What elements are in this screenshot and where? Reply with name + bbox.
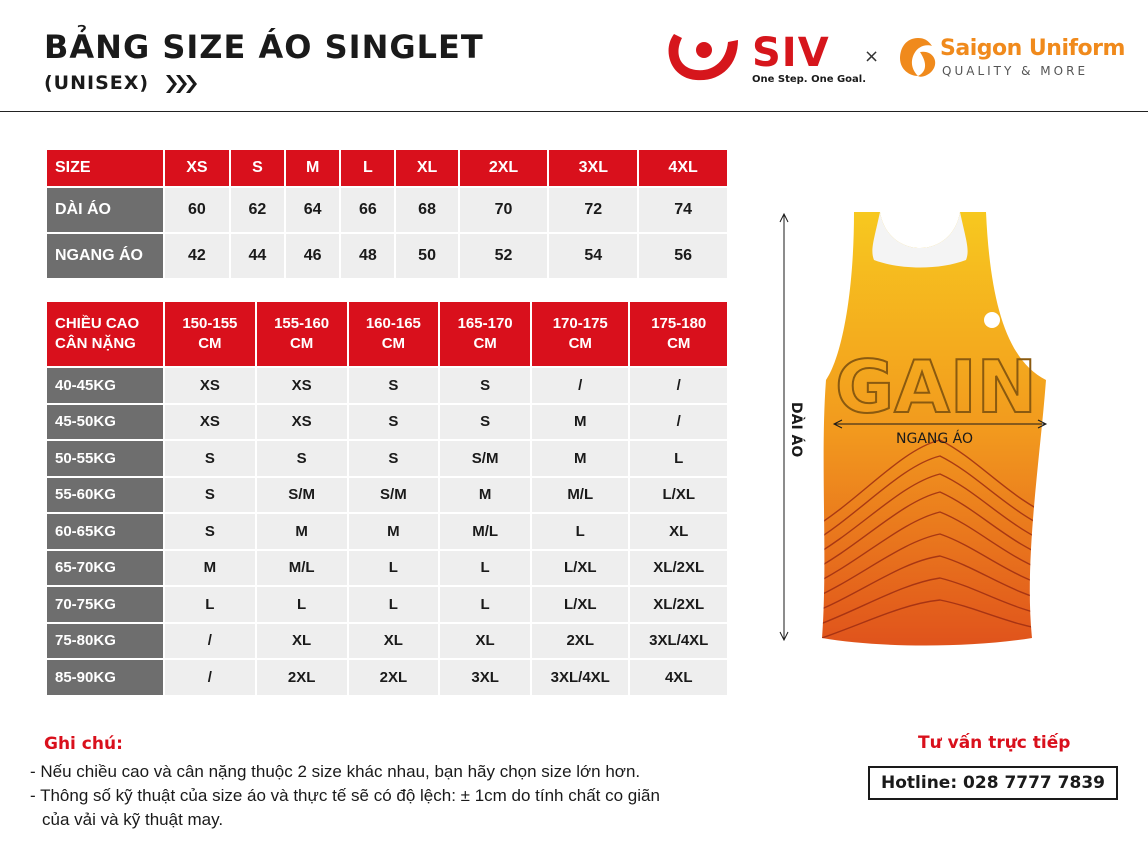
table-cell: 64 [286,188,339,232]
note-line: - Thông số kỹ thuật của size áo và thực tế sẽ có độ lệch: ± 1cm do tính chất co giãn [30,786,660,805]
table-row [47,624,727,659]
table-cell: L/XL [532,587,628,622]
width-label: NGANG ÁO [896,431,974,447]
height-unit: CM [289,335,314,352]
table-cell: M [440,478,530,513]
chevrons-right-icon [164,73,200,95]
collab-separator: × [864,46,880,67]
height-unit: CM [568,335,592,352]
table-cell: L [349,551,439,586]
table-cell: 3XL/4XL [630,624,727,659]
height-col-header [532,302,628,366]
table-cell: 46 [286,234,339,278]
table-cell: XL [349,624,439,659]
table-cell: 56 [639,234,727,278]
row-label: NGANG ÁO [47,234,163,278]
height-col-header [440,302,530,366]
table-cell: S [349,368,439,403]
table-cell: 42 [165,234,229,278]
table-cell: XL [257,624,347,659]
table-row [47,441,727,476]
table-cell: XS [257,368,347,403]
table-cell: / [630,368,727,403]
table-cell: 72 [549,188,637,232]
table-cell: / [532,368,628,403]
table-cell: 3XL/4XL [532,660,628,695]
table-cell: S [257,441,347,476]
height-range: 165-170 [457,315,513,332]
table-cell: 60 [165,188,229,232]
height-unit: CM [473,335,497,352]
table-cell: L/XL [630,478,727,513]
height-range: 155-160 [274,315,330,332]
note-line: của vải và kỹ thuật may. [42,810,224,829]
table-cell: / [630,405,727,440]
brand-name: SIV [752,30,830,76]
table-row [47,405,727,440]
singlet-illustration [770,200,1070,660]
size-measurement-table [45,148,729,280]
size-col-header: XS [165,150,229,186]
height-col-header [630,302,727,366]
weight-row-label: 45-50KG [47,405,163,440]
table-cell: XS [257,405,347,440]
height-range: 160-165 [365,315,421,332]
partner-tagline: QUALITY & MORE [942,64,1089,78]
height-unit: CM [667,335,691,352]
weight-row-label: 60-65KG [47,514,163,549]
table-cell: M [532,441,628,476]
height-col-header [165,302,255,366]
size-col-header: 3XL [549,150,637,186]
weight-row-label: 55-60KG [47,478,163,513]
table-cell: S [349,441,439,476]
table-row [47,234,727,278]
table-cell: XL [630,514,727,549]
page-subtitle: (UNISEX) [44,72,150,94]
height-col-header [257,302,347,366]
fit-header-row [47,302,727,366]
height-range: 150-155 [182,315,238,332]
saigon-uniform-logo-icon [898,36,938,78]
table-cell: M/L [532,478,628,513]
table-cell: S/M [257,478,347,513]
siv-logo-icon [664,28,744,84]
print-text: GAIN [835,345,1037,429]
table-cell: 48 [341,234,394,278]
table-cell: XS [165,368,255,403]
table-cell: L [257,587,347,622]
size-col-header: S [231,150,284,186]
table-row [47,478,727,513]
page-header [0,0,1148,112]
table-cell: S [440,405,530,440]
table-cell: S [165,441,255,476]
table-cell: L [349,587,439,622]
consult-title: Tư vấn trực tiếp [918,733,1071,753]
table-cell: / [165,624,255,659]
table-cell: 54 [549,234,637,278]
height-col-header [349,302,439,366]
size-col-header: M [286,150,339,186]
size-header-row [47,150,727,186]
table-cell: S/M [349,478,439,513]
page-title: BẢNG SIZE ÁO SINGLET [44,28,484,66]
notes-title: Ghi chú: [44,734,123,754]
table-row [47,188,727,232]
table-row [47,368,727,403]
weight-row-label: 65-70KG [47,551,163,586]
size-header-label: SIZE [47,150,163,186]
brand-slogan: One Step. One Goal. [752,74,867,85]
table-row [47,514,727,549]
size-col-header: 4XL [639,150,727,186]
table-cell: M/L [257,551,347,586]
partner-name: Saigon Uniform [940,36,1125,61]
table-cell: L [532,514,628,549]
table-cell: S [349,405,439,440]
table-cell: M [349,514,439,549]
table-cell: / [165,660,255,695]
table-cell: L [630,441,727,476]
weight-row-label: 40-45KG [47,368,163,403]
table-row [47,587,727,622]
table-cell: 2XL [257,660,347,695]
weight-row-label: 75-80KG [47,624,163,659]
table-cell: 4XL [630,660,727,695]
hotline-box[interactable]: Hotline: 028 7777 7839 [868,766,1118,800]
size-col-header: L [341,150,394,186]
note-line: - Nếu chiều cao và cân nặng thuộc 2 size khác nhau, bạn hãy chọn size lớn hơn. [30,762,641,781]
row-label: DÀI ÁO [47,188,163,232]
table-cell: 62 [231,188,284,232]
table-row [47,551,727,586]
weight-row-label: 50-55KG [47,441,163,476]
size-col-header: 2XL [460,150,548,186]
dimension-arrows [780,214,788,640]
fit-header-line1: CHIỀU CAO [55,315,140,332]
table-cell: 74 [639,188,727,232]
table-cell: M [532,405,628,440]
table-cell: 50 [396,234,457,278]
table-cell: L [440,587,530,622]
table-cell: S [440,368,530,403]
table-cell: 66 [341,188,394,232]
length-label: DÀI ÁO [788,402,804,458]
table-cell: 2XL [532,624,628,659]
table-cell: XL/2XL [630,551,727,586]
table-row [47,660,727,695]
table-cell: 68 [396,188,457,232]
table-cell: S [165,478,255,513]
height-range: 175-180 [651,315,707,332]
fit-header-line2: CÂN NẶNG [55,335,136,352]
height-range: 170-175 [552,315,608,332]
table-cell: M [257,514,347,549]
table-cell: 2XL [349,660,439,695]
table-cell: M [165,551,255,586]
table-cell: 3XL [440,660,530,695]
height-unit: CM [381,335,406,352]
table-cell: XS [165,405,255,440]
height-weight-fit-table [45,300,729,697]
table-cell: 70 [460,188,548,232]
table-cell: XL/2XL [630,587,727,622]
size-col-header: XL [396,150,457,186]
table-cell: S/M [440,441,530,476]
table-cell: 44 [231,234,284,278]
table-cell: M/L [440,514,530,549]
table-cell: S [165,514,255,549]
height-unit: CM [198,335,222,352]
weight-row-label: 70-75KG [47,587,163,622]
table-cell: XL [440,624,530,659]
table-cell: L [165,587,255,622]
table-cell: L [440,551,530,586]
table-cell: L/XL [532,551,628,586]
weight-row-label: 85-90KG [47,660,163,695]
fit-header-label [47,302,163,366]
table-cell: 52 [460,234,548,278]
